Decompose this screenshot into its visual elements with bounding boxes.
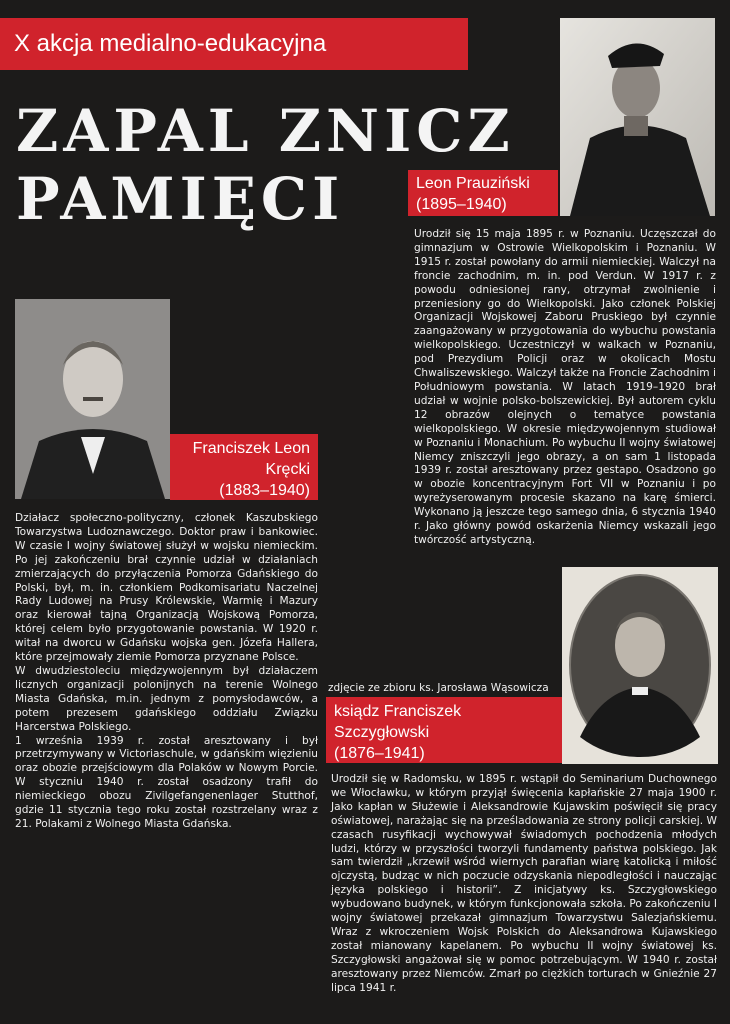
name-krecki-line2: Kręcki [265, 461, 310, 478]
bio-krecki-p3: 1 września 1939 r. został aresztowany i był przetrzymywany w Victoriaschule, w gdańskim więzieniu oraz obozie przejściowym dla Polaków w Nowym Porcie. W styczniu 1940 r. został osadzony trafił do niemieckiego obozu Zivilgefangenenlager Stutthof, gdzie 11 stycznia tego roku został rozstrzelany wraz z 21. Polakami z Wolnego Miasta Gdańska. [15, 734, 318, 830]
bio-prauzinski-text: Urodził się 15 maja 1895 r. w Poznaniu. Uczęszczał do gimnazjum w Ostrowie Wielkopolskim i Poznaniu. W 1915 r. został powołany do armii niemieckiej. Walczył na froncie zachodnim, m. in. pod Verdun. W 1917 r. z powodu odniesionej rany, otrzymał zwolnienie i przeniesiony go do Wielkopolski. Jako członek Polskiej Organizacji Wojskowej Zaboru Pruskiego był czynnie zaangażowany w przygotowania do wybuchu powstania wielkopolskiego. Uczestniczył w walkach w Poznaniu, pod Prezydium Policji oraz w okolicach Mostu Chwaliszewskiego. Walczył także na Froncie Zachodnim i Południowym powstania. W latach 1919–1920 brał udział w wojnie polsko-bolszewickiej. Był autorem cyklu 12 obrazów olejnych o tematyce powstania wielkopolskiego. W okresie międzywojennym studiował w Poznaniu i Monachium. Po wybuchu II wojny światowej Niemcy zniszczyli jego obrazy, a on sam 1 listopada 1939 r. został aresztowany przez gestapo. Osadzono go w obozie koncentracyjnym Fort VII w Poznaniu i po wyreżyserowanym procesie skazano na karę śmierci. Wykonano ją jeszcze tego samego dnia, 6 stycznia 1940 r. Jako główny powód oskarżenia Niemcy wskazali jego twórczość artystyczną. [414, 228, 716, 546]
name-box-krecki [170, 434, 318, 500]
campaign-banner: X akcja medialno-edukacyjna [0, 18, 468, 70]
bio-krecki [15, 512, 318, 832]
name-szczyglowski-line2: Szczygłowski [334, 724, 430, 741]
bio-prauzinski [414, 228, 716, 548]
name-krecki-line1: Franciszek Leon [192, 440, 310, 457]
name-box-szczyglowski [326, 697, 562, 763]
name-szczyglowski-line1: ksiądz Franciszek [334, 703, 462, 720]
bio-szczyglowski [331, 773, 717, 996]
years-prauzinski: (1895–1940) [416, 196, 507, 213]
portrait-krecki-image [15, 299, 170, 499]
portrait-krecki [15, 299, 170, 499]
name-prauzinski: Leon Prauziński [416, 175, 530, 192]
portrait-prauzinski [560, 18, 715, 216]
portrait-prauzinski-image [560, 18, 715, 216]
portrait-szczyglowski-image [562, 567, 718, 764]
years-krecki: (1883–1940) [219, 482, 310, 499]
years-szczyglowski: (1876–1941) [334, 745, 425, 762]
bio-krecki-p2: W dwudziestoleciu międzywojennym był działaczem licznych organizacji polonijnych na terenie Wolnego Miasta Gdańska, m.in. jednym z pomysłodawców, a potem prezesem gdańskiego oddziału Związku Harcerstwa Polskiego. [15, 664, 318, 733]
photo-credit: zdjęcie ze zbioru ks. Jarosława Wąsowicza [328, 682, 549, 694]
page-title-line1: ZAPAL ZNICZ [16, 97, 515, 165]
bio-krecki-p1: Działacz społeczno-polityczny, członek Kaszubskiego Towarzystwa Ludoznawczego. Doktor praw i bankowiec. W czasie I wojny światowej służył w wojsku niemieckim. Po jej zakończeniu brał czynnie udział w działaniach zmierzających do przyłączenia Pomorza Gdańskiego do Polski, był, m. in. członkiem Podkomisariatu Naczelnej Rady Ludowej na Prusy Królewskie, Warmię i Mazury oraz kierował tajną Organizacją Wojskową Pomorza, której celem było przygotowanie powstania. W 1920 r. witał na dworcu w Gdańsku wojska gen. Józefa Hallera, które przejmowały ziemie Pomorza przyznane Polsce. [15, 512, 318, 664]
name-box-prauzinski [408, 170, 558, 216]
bio-szczyglowski-text: Urodził się w Radomsku, w 1895 r. wstąpił do Seminarium Duchownego we Włocławku, w którym przyjął święcenia kapłańskie 27 maja 1900 r. Jako kapłan w Służewie i Aleksandrowie Kujawskim poświęcił się pracy oświatowej, narażając się na prześladowania ze strony policji carskiej. W czasach rusyfikacji wychowywał świadomych pochodzenia młodych ludzi, którzy w przyszłości tworzyli fundamenty państwa polskiego. Jak sam twierdził „krzewił wśród wiernych parafian wiarę katolicką i miłość ojczystą, budząc w nich poczucie odzyskania niepodległości i nauczając języka polskiego i historii”. Z inicjatywy ks. Szczygłowskiego wybudowano budynek, w którym funkcjonowała szkoła. Po zakończeniu I wojny światowej przekazał gimnazjum Towarzystwu Salezjańskiemu. Wraz z wkroczeniem Wojsk Polskich do Aleksandrowa Kujawskiego został mianowany kapelanem. Po wybuchu II wojny światowej ks. Szczygłowski angażował się w pomoc potrzebującym. W 1940 r. został aresztowany przez Niemców. Zmarł po ciężkich torturach w Gnieźnie 27 lipca 1941 r. [331, 773, 717, 994]
portrait-szczyglowski [562, 567, 718, 764]
page-title-line2: PAMIĘCI [16, 165, 345, 233]
